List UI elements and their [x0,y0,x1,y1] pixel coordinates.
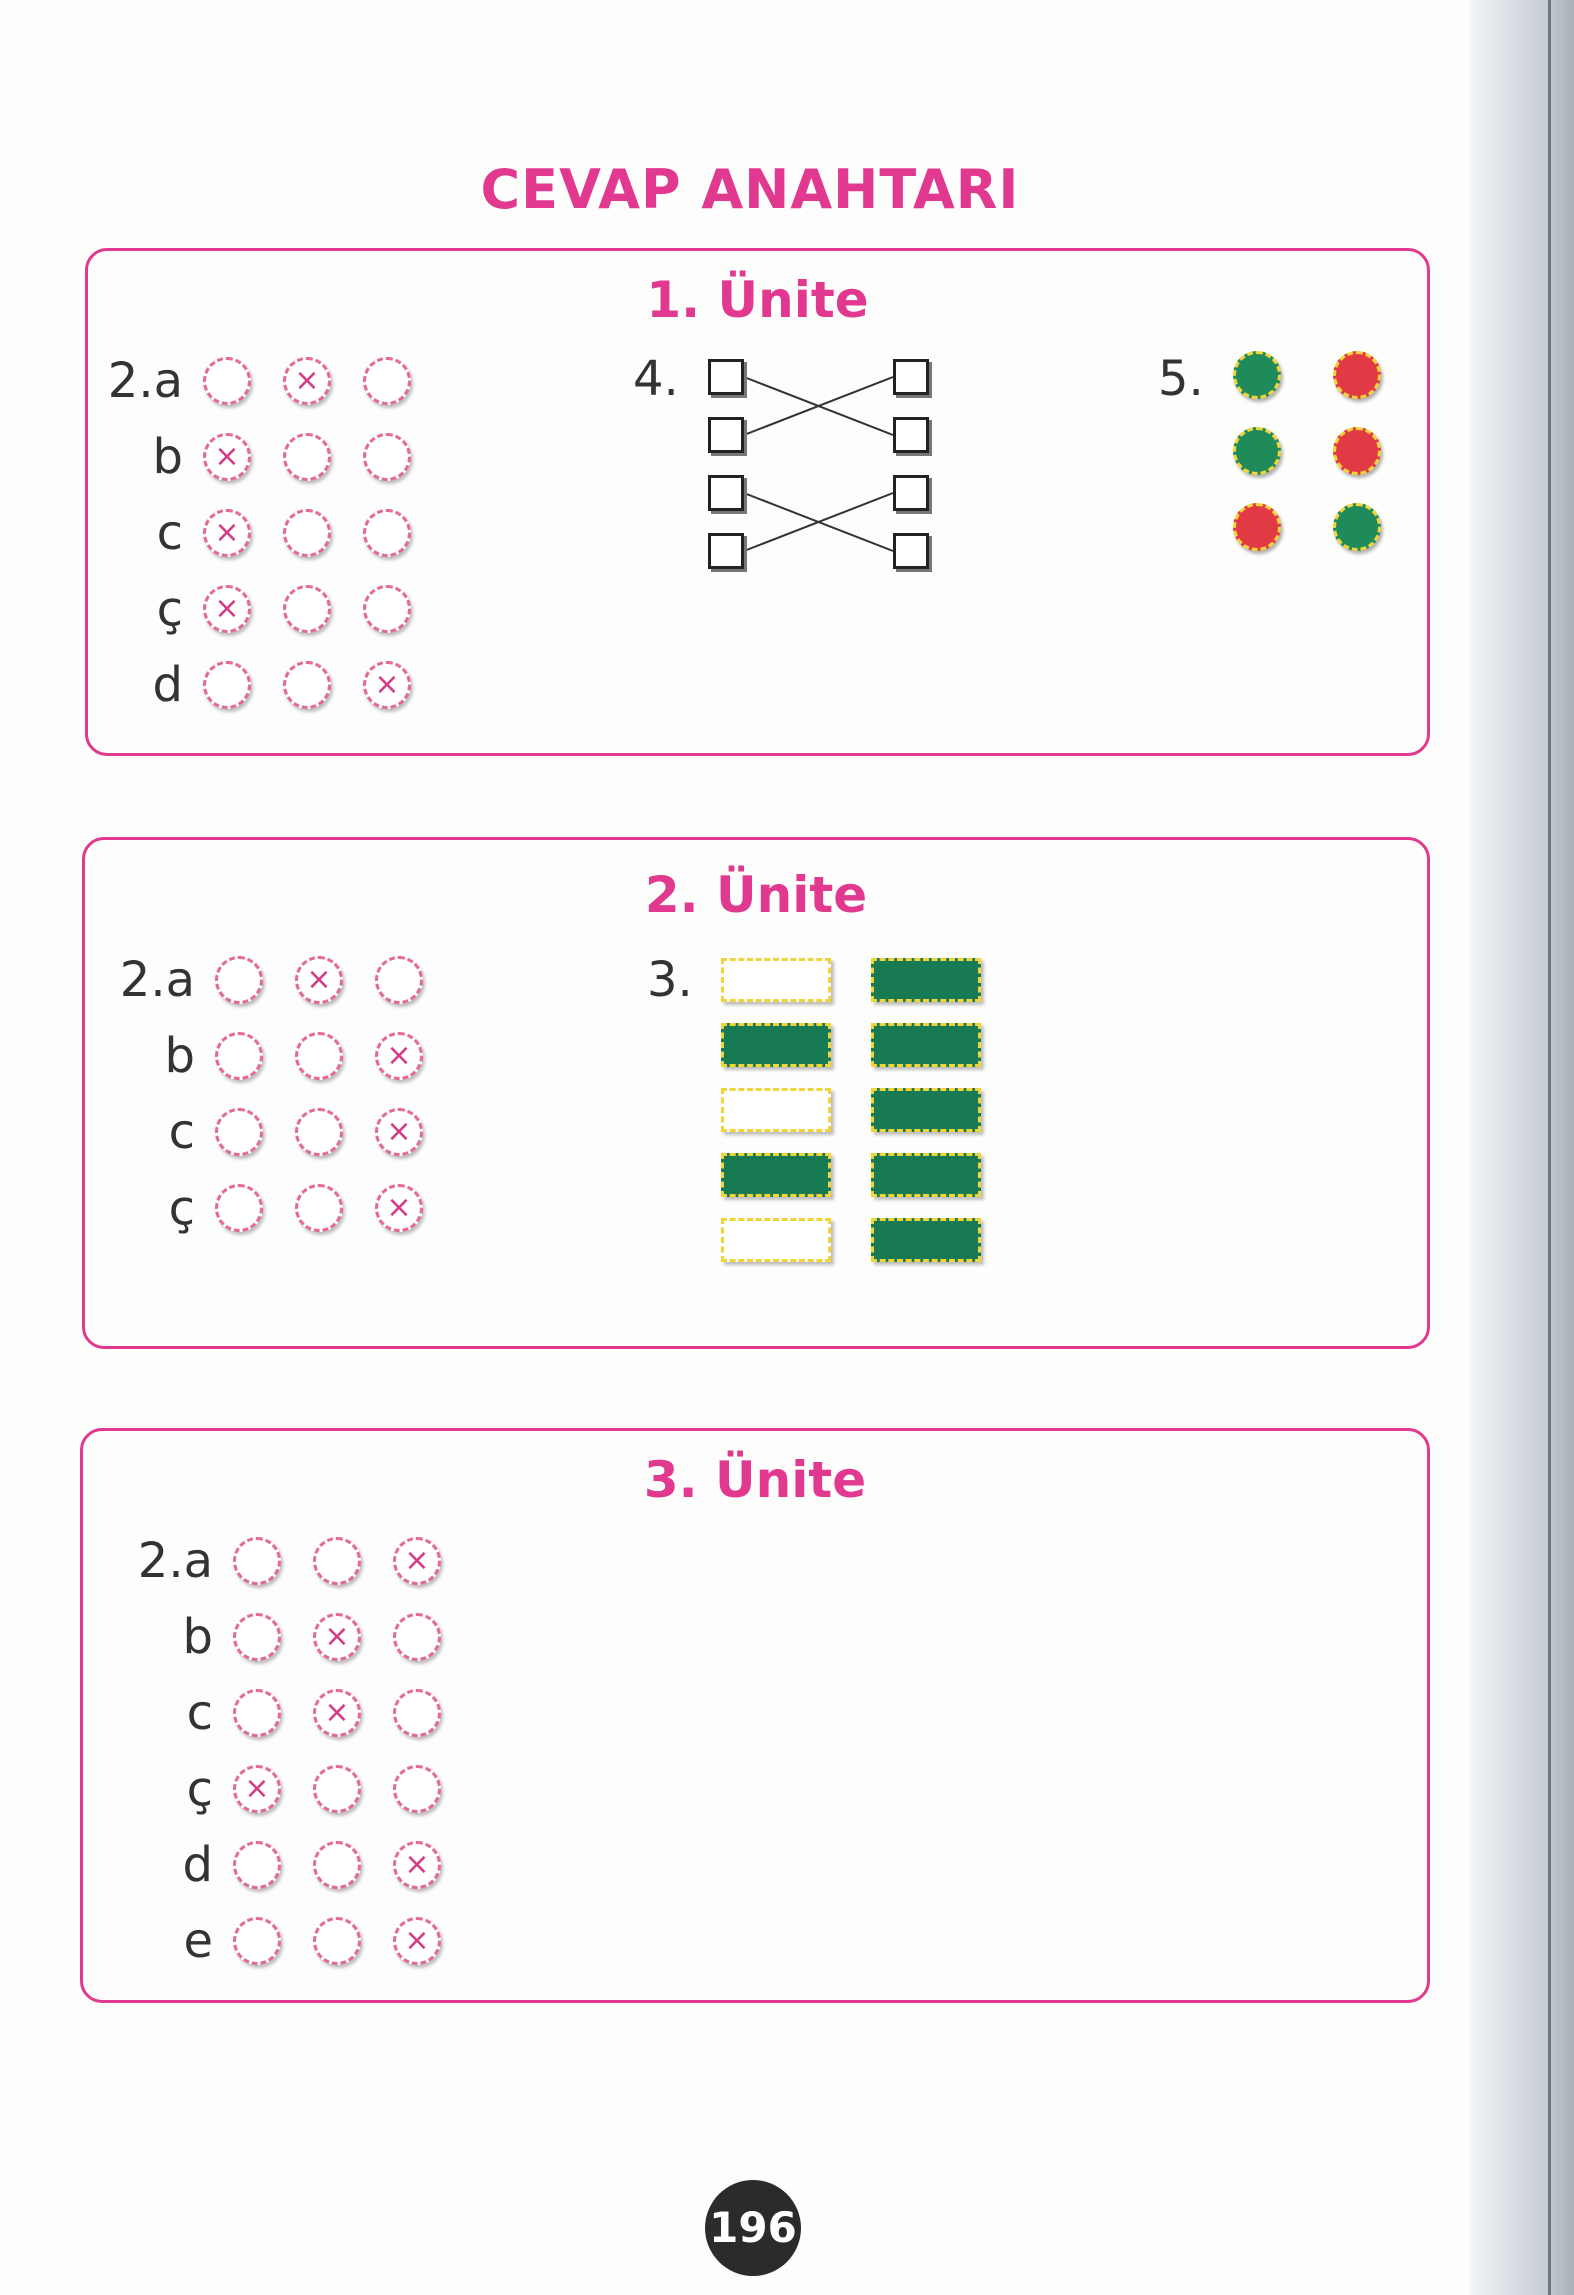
answer-row-text: b [182,1609,213,1665]
answer-bubble[interactable] [313,1917,361,1965]
empty-rectangle [721,1218,831,1262]
book-page-edge [1470,0,1574,2295]
answer-row-text: b [152,429,183,485]
unite-2-q3-number: 3. [647,952,693,1008]
answer-bubble-marked[interactable]: × [363,661,411,709]
answer-bubble[interactable] [283,585,331,633]
answer-row-text: d [152,657,183,713]
answer-row-text: ç [156,581,183,637]
answer-bubble[interactable] [283,661,331,709]
answer-bubble[interactable] [215,1184,263,1232]
answer-row-text: b [164,1028,195,1084]
answer-bubble[interactable] [203,357,251,405]
answer-bubble-marked[interactable]: × [375,1032,423,1080]
green-dot [1233,427,1281,475]
answer-row-text: c [168,1104,195,1160]
green-rectangle [871,1088,981,1132]
answer-bubble[interactable] [363,357,411,405]
page-number: 196 [705,2180,801,2276]
green-rectangle [871,1023,981,1067]
answer-bubble[interactable] [295,1032,343,1080]
unite-2-box [82,837,1430,1349]
answer-bubble-marked[interactable]: × [233,1765,281,1813]
answer-bubble[interactable] [203,661,251,709]
answer-bubble[interactable] [233,1613,281,1661]
answer-row-text: ç [168,1180,195,1236]
green-rectangle [871,958,981,1002]
match-box[interactable] [893,533,929,569]
answer-bubble[interactable] [295,1108,343,1156]
answer-bubble-marked[interactable]: × [313,1613,361,1661]
match-box[interactable] [708,417,744,453]
green-rectangle [871,1218,981,1262]
answer-bubble-marked[interactable]: × [295,956,343,1004]
unite-2-heading: 2. Ünite [644,866,868,924]
red-dot [1333,427,1381,475]
match-box[interactable] [893,359,929,395]
red-dot [1333,351,1381,399]
page-title: CEVAP ANAHTARI [480,158,1020,221]
answer-bubble[interactable] [233,1537,281,1585]
answer-bubble[interactable] [393,1765,441,1813]
unite-1-q5-number: 5. [1158,351,1204,407]
answer-bubble[interactable] [215,1108,263,1156]
answer-bubble[interactable] [375,956,423,1004]
answer-bubble[interactable] [295,1184,343,1232]
match-box[interactable] [708,475,744,511]
answer-bubble-marked[interactable]: × [375,1184,423,1232]
book-spine-line [1548,0,1551,2295]
unite-1-q4-matching [708,351,928,581]
answer-bubble[interactable] [233,1917,281,1965]
answer-bubble[interactable] [233,1841,281,1889]
unite-3-box [80,1428,1430,2003]
answer-row-text: 2.a [137,1533,213,1589]
answer-bubble[interactable] [313,1841,361,1889]
green-dot [1333,503,1381,551]
match-box[interactable] [708,533,744,569]
answer-bubble[interactable] [215,1032,263,1080]
answer-bubble[interactable] [283,509,331,557]
answer-bubble-marked[interactable]: × [203,433,251,481]
answer-bubble-marked[interactable]: × [313,1689,361,1737]
answer-row-text: c [186,1685,213,1741]
answer-bubble[interactable] [283,433,331,481]
answer-bubble[interactable] [363,433,411,481]
answer-row-text: c [156,505,183,561]
match-box[interactable] [708,359,744,395]
answer-row-text: 2.a [107,353,183,409]
green-rectangle [721,1153,831,1197]
empty-rectangle [721,958,831,1002]
green-dot [1233,351,1281,399]
answer-bubble-marked[interactable]: × [393,1841,441,1889]
green-rectangle [721,1023,831,1067]
answer-bubble-marked[interactable]: × [203,509,251,557]
answer-bubble-marked[interactable]: × [393,1537,441,1585]
green-rectangle [871,1153,981,1197]
answer-bubble-marked[interactable]: × [203,585,251,633]
answer-bubble-marked[interactable]: × [283,357,331,405]
match-box[interactable] [893,417,929,453]
answer-bubble[interactable] [363,509,411,557]
match-box[interactable] [893,475,929,511]
answer-row-text: ç [186,1761,213,1817]
answer-bubble[interactable] [313,1537,361,1585]
answer-bubble[interactable] [313,1765,361,1813]
unite-1-box [85,248,1430,756]
answer-bubble[interactable] [393,1689,441,1737]
answer-bubble[interactable] [363,585,411,633]
answer-bubble-marked[interactable]: × [375,1108,423,1156]
answer-bubble[interactable] [215,956,263,1004]
answer-bubble[interactable] [393,1613,441,1661]
empty-rectangle [721,1088,831,1132]
red-dot [1233,503,1281,551]
answer-row-text: d [182,1837,213,1893]
unite-3-heading: 3. Ünite [643,1451,867,1509]
unite-1-q4-number: 4. [633,351,679,407]
unite-1-heading: 1. Ünite [646,271,869,329]
answer-bubble-marked[interactable]: × [393,1917,441,1965]
answer-row-text: e [183,1913,213,1969]
answer-bubble[interactable] [233,1689,281,1737]
answer-row-text: 2.a [119,952,195,1008]
